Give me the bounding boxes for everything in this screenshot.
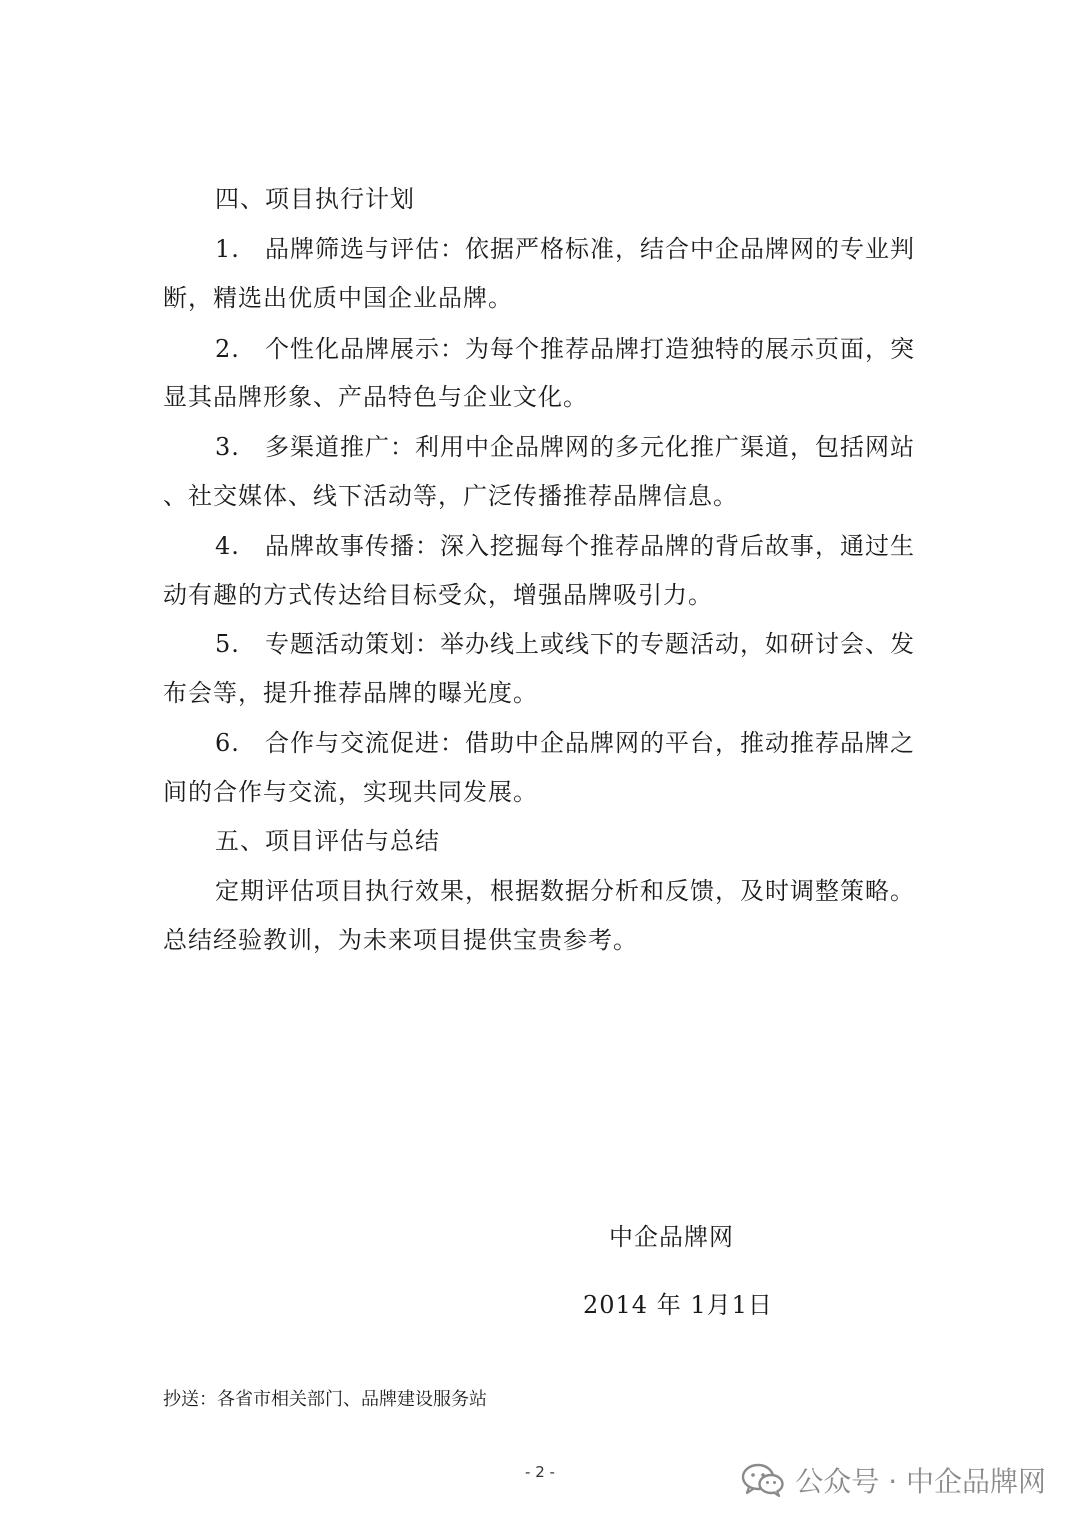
watermark [741,1460,1046,1500]
item-6-line-2: 间的合作与交流，实现共同发展。 [163,778,538,806]
list-item-6 [215,726,915,760]
list-item-5 [215,627,915,661]
item-6-number: 6. [215,729,240,757]
signature-date: 2014 年 1月1日 [583,1291,773,1319]
section-5-heading: 五、项目评估与总结 [215,827,440,855]
wechat-icon [741,1463,785,1497]
item-2-number: 2. [215,335,240,363]
list-item-1 [215,232,915,266]
item-6-line-1: 合作与交流促进：借助中企品牌网的平台，推动推荐品牌之 [265,729,915,757]
cc-recipients: 抄送：各省市相关部门、品牌建设服务站 [163,1389,487,1410]
page-number: - 2 - [525,1463,555,1481]
item-4-line-1: 品牌故事传播：深入挖掘每个推荐品牌的背后故事，通过生 [265,532,915,560]
item-4-number: 4. [215,532,240,560]
list-item-4 [215,529,915,563]
item-2-line-2: 显其品牌形象、产品特色与企业文化。 [163,383,588,411]
item-1-line-1: 品牌筛选与评估：依据严格标准，结合中企品牌网的专业判 [265,235,915,263]
item-1-number: 1. [215,235,240,263]
item-2-line-1: 个性化品牌展示：为每个推荐品牌打造独特的展示页面，突 [265,335,915,363]
item-4-line-2: 动有趣的方式传达给目标受众，增强品牌吸引力。 [163,581,713,609]
watermark-text: 公众号 · 中企品牌网 [795,1465,1046,1498]
section-5-paragraph-line-2: 总结经验教训，为未来项目提供宝贵参考。 [163,926,638,954]
item-3-line-1: 多渠道推广：利用中企品牌网的多元化推广渠道，包括网站 [265,433,915,461]
item-1-line-2: 断，精选出优质中国企业品牌。 [163,284,513,312]
section-4-heading: 四、项目执行计划 [215,185,415,213]
item-5-number: 5. [215,630,240,658]
section-5-paragraph-line-1: 定期评估项目执行效果，根据数据分析和反馈，及时调整策略。 [215,877,915,905]
list-item-2 [215,332,915,366]
item-3-number: 3. [215,433,240,461]
list-item-3 [215,430,915,464]
item-3-line-2: 、社交媒体、线下活动等，广泛传播推荐品牌信息。 [163,482,738,510]
signature-organization: 中企品牌网 [609,1223,734,1251]
item-5-line-2: 布会等，提升推荐品牌的曝光度。 [163,679,538,707]
item-5-line-1: 专题活动策划：举办线上或线下的专题活动，如研讨会、发 [265,630,915,658]
